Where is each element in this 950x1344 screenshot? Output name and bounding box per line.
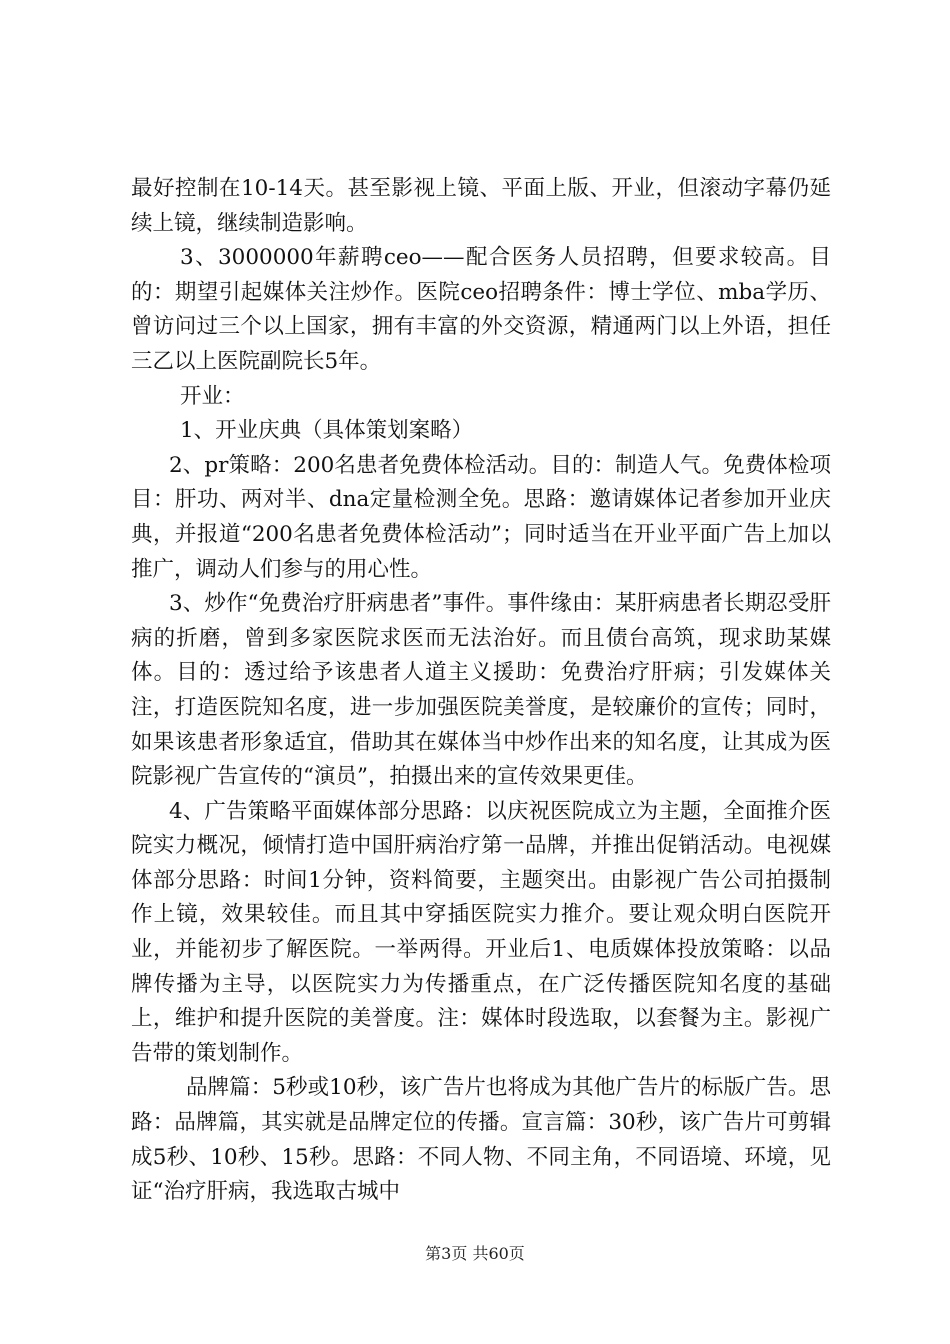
paragraph-continuation: 最好控制在10-14天。甚至影视上镜、平面上版、开业，但滚动字幕仍延续上镜，继续制造影响。 [131, 176, 831, 236]
page-footer [0, 1243, 950, 1265]
paragraph-ceo-recruitment: 3、3000000年薪聘ceo——配合医务人员招聘，但要求较高。目的：期望引起媒体关注炒作。医院ceo招聘条件：博士学位、mba学历、曾访问过三个以上国家，拥有丰富的外交资源，精通两门以上外语，担任三乙以上医院副院长5年。 [131, 245, 831, 374]
page-number: 第3页 共60页 [425, 1244, 525, 1263]
section-heading-opening: 开业： [180, 383, 245, 409]
paragraph-pr-strategy: 2、pr策略：200名患者免费体检活动。目的：制造人气。免费体检项目：肝功、两对半、dna定量检测全免。思路：邀请媒体记者参加开业庆典，并报道“200名患者免费体检活动”；同时适当在开业平面广告上加以推广，调动人们参与的用心性。 [131, 452, 831, 582]
paragraph-opening-ceremony: 1、开业庆典（具体策划案略） [180, 418, 474, 444]
paragraph-free-treatment-event: 3、炒作“免费治疗肝病患者”事件。事件缘由：某肝病患者长期忍受肝病的折磨，曾到多家医院求医而无法治好。而且债台高筑，现求助某媒体。目的：透过给予该患者人道主义援助：免费治疗肝病；引发媒体关注，打造医院知名度，进一步加强医院美誉度，是较廉价的宣传；同时，如果该患者形象适宜，借助其在媒体当中炒作出来的知名度，让其成为医院影视广告宣传的“演员”，拍摄出来的宣传效果更佳。 [131, 591, 831, 790]
paragraph-ad-strategy: 4、广告策略平面媒体部分思路：以庆祝医院成立为主题，全面推介医院实力概况，倾情打造中国肝病治疗第一品牌，并推出促销活动。电视媒体部分思路：时间1分钟，资料简要，主题突出。由影视广告公司拍摄制作上镜，效果较佳。而且其中穿插医院实力推介。要让观众明白医院开业，并能初步了解医院。一举两得。开业后1、电质媒体投放策略：以品牌传播为主导，以医院实力为传播重点，在广泛传播医院知名度的基础上，维护和提升医院的美誉度。注：媒体时段选取，以套餐为主。影视广告带的策划制作。 [131, 798, 831, 1066]
paragraph-brand-spot: 品牌篇：5秒或10秒，该广告片也将成为其他广告片的标版广告。思路：品牌篇，其实就是品牌定位的传播。宣言篇：30秒，该广告片可剪辑成5秒、10秒、15秒。思路：不同人物、不同主角，不同语境、环境，见证“治疗肝病，我选取古城中 [131, 1075, 831, 1205]
document-body [131, 172, 831, 1210]
